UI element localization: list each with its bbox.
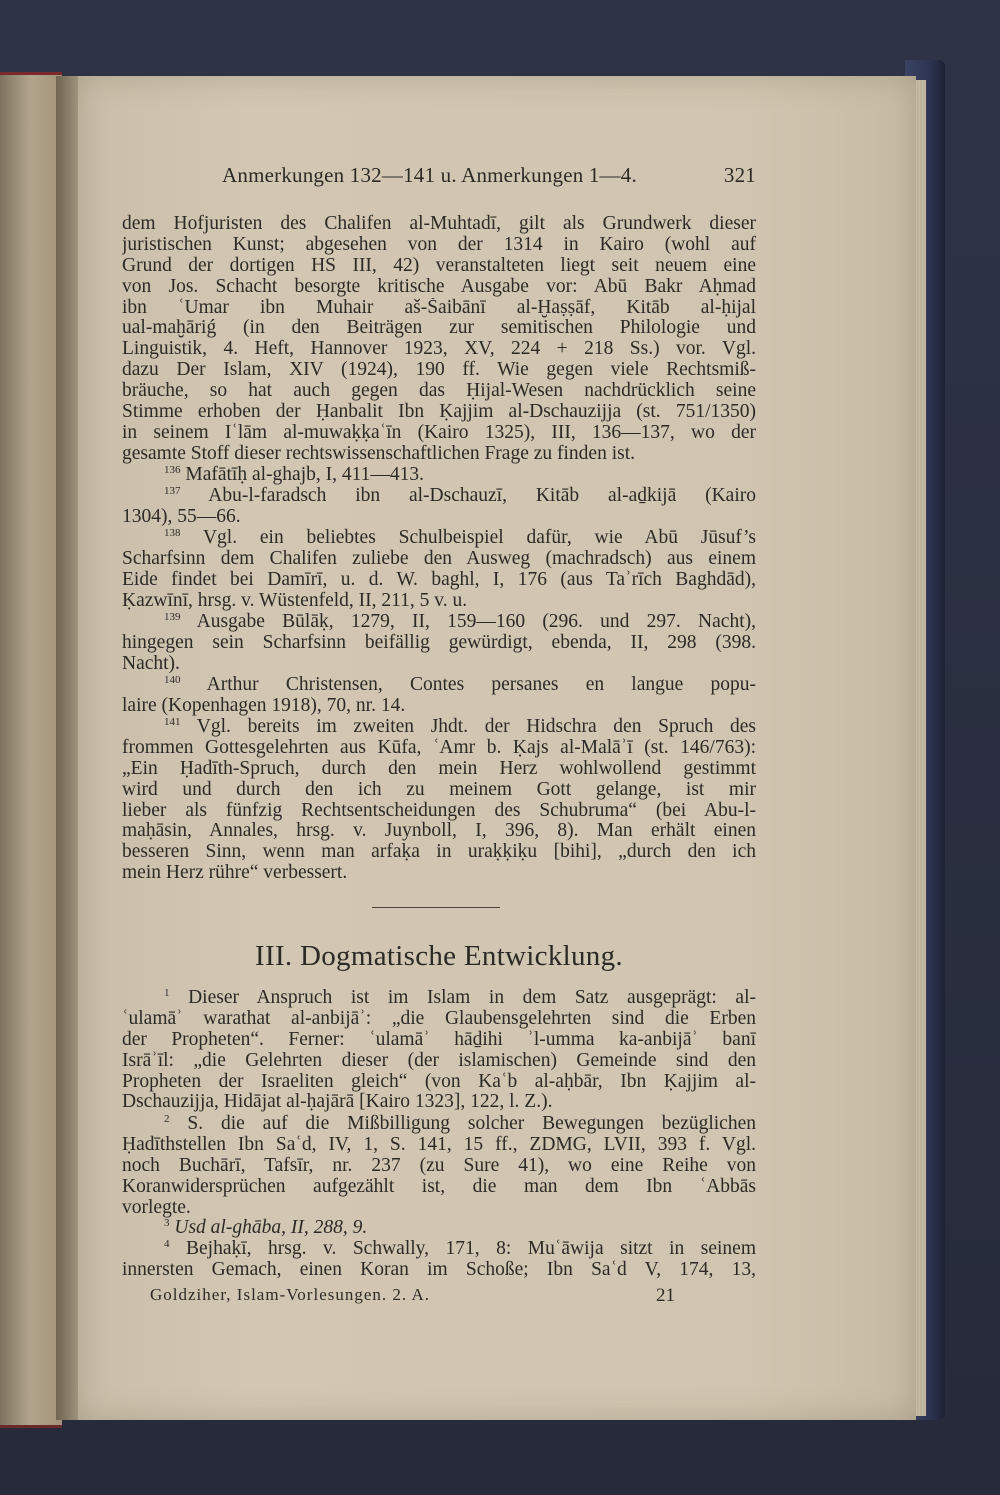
text-line: Stimme erhoben der Ḥanbalit Ibn Ḳajjim al-Dschauzijja (st. 751/1350) <box>122 402 756 423</box>
text-line: hingegen sein Scharfsinn beifällig gewürdigt, ebenda, II, 298 (398. <box>122 632 756 653</box>
text-line <box>122 717 756 738</box>
footnote-text: Arthur Christensen, Contes persanes en langue popu- <box>206 675 756 695</box>
text-line: gesamte Stoff dieser rechtswissenschaftlichen Frage zu finden ist. <box>122 443 635 464</box>
text-line <box>122 465 756 486</box>
text-line: „Ein Ḥadīth-Spruch, durch den mein Herz wohlwollend gestimmt <box>122 758 756 779</box>
footnote-number: 136 <box>164 465 181 476</box>
facing-page-edge <box>0 72 62 1428</box>
footnote-text: Vgl. bereits im zweiten Jhdt. der Hidschra den Spruch des <box>196 717 756 737</box>
text-line <box>122 1114 756 1135</box>
footnote-number: 2 <box>164 1114 170 1125</box>
text-line <box>122 486 756 507</box>
footnote-number: 3 <box>164 1218 170 1229</box>
text-line: wird und durch den ich zu meinem Gott gelange, ist mir <box>122 779 756 800</box>
text-line: Propheten der Israeliten gleich“ (von Kaʿb al-aḥbār, Ibn Ḳajjim al- <box>122 1071 756 1092</box>
text-line: noch Buchārī, Tafsīr, nr. 237 (zu Sure 41), wo eine Reihe von <box>122 1155 756 1176</box>
text-line: dem Hofjuristen des Chalifen al-Muhtadī, gilt als Grundwerk dieser <box>122 214 756 234</box>
text-line <box>122 528 756 549</box>
footnote-text: Bejhaḳī, hrsg. v. Schwally, 171, 8: Muʿāwija sitzt in seinem <box>186 1239 756 1259</box>
text-line <box>122 1239 756 1260</box>
text-line: ʿulamāʾ warathat al-anbijāʾ: „die Glaubensgelehrten sind die Erben <box>122 1008 756 1029</box>
text-line: bräuche, so hat auch gegen das Ḥijal-Wesen nachdrücklich seine <box>122 381 756 402</box>
text-line: ibn ʿUmar ibn Muhair aš-Šaibānī al-Ḫaṣṣāf, Kitāb al-ḥijal <box>122 297 756 318</box>
printer-signature: Goldziher, Islam-Vorlesungen. 2. A. <box>150 1285 430 1304</box>
page-footer <box>150 1285 675 1309</box>
footnote-number: 4 <box>164 1239 170 1250</box>
footnote-number: 140 <box>164 675 181 686</box>
text-line: innersten Gemach, einen Koran im Schoße; Ibn Saʿd V, 174, 13, <box>122 1259 756 1280</box>
text-line: dazu Der Islam, XIV (1924), 190 ff. Wie gegen viele Rechtsmiß- <box>122 360 756 381</box>
section-divider <box>372 907 500 908</box>
text-line: Eide findet bei Damīrī, u. d. W. baghl, I, 176 (aus Taʾrīch Baghdād), <box>122 569 756 590</box>
text-line: der Propheten“. Ferner: ʿulamāʾ hāḏihi ʾl-umma ka-anbijāʾ banī <box>122 1029 756 1050</box>
sheet-number: 21 <box>656 1285 675 1306</box>
footnote-text: Abu-l-faradsch ibn al-Dschauzī, Kitāb al-aḏkijā (Kairo <box>208 486 756 506</box>
footnote-text: Mafātīḥ al-ghajb, I, 411—413. <box>185 465 425 485</box>
text-line <box>122 988 756 1009</box>
text-line: Isrāʾīl: „die Gelehrten dieser (der islamischen) Gemeinde sind den <box>122 1050 756 1071</box>
running-title: Anmerkungen 132—141 u. Anmerkungen 1—4. <box>222 163 637 187</box>
text-line <box>122 1218 756 1239</box>
text-line: Dschauzijja, Hidājat al-ḥajārā [Kairo 1323], 122, l. Z.). <box>122 1092 553 1113</box>
footnote-2 <box>122 1114 756 1218</box>
footnote-138 <box>122 528 756 612</box>
section-heading: III. Dogmatische Entwicklung. <box>255 940 623 972</box>
footnote-140 <box>122 675 756 717</box>
text-line: laire (Kopenhagen 1918), 70, nr. 14. <box>122 695 406 716</box>
footnote-text: S. die auf die Mißbilligung solcher Bewegungen bezüglichen <box>187 1114 756 1134</box>
text-line: 1304), 55—66. <box>122 506 241 527</box>
footnote-number: 1 <box>164 988 170 999</box>
text-line: Grund der dortigen HS III, 42) veranstalteten liegt seit neuem eine <box>122 255 756 276</box>
footnote-text: Usd al-ghāba, II, 288, 9. <box>174 1218 368 1238</box>
footnote-1 <box>122 988 756 1113</box>
text-line: Nacht). <box>122 653 180 674</box>
text-line: Ḥadīthstellen Ibn Saʿd, IV, 1, S. 141, 15 ff., ZDMG, LVII, 393 f. Vgl. <box>122 1134 756 1155</box>
text-line <box>122 675 756 696</box>
footnote-text: Dieser Anspruch ist im Islam in dem Satz ausgeprägt: al- <box>188 988 756 1008</box>
running-header <box>222 163 756 193</box>
text-line: besseren Sinn, wenn man arfaḳa in uraḳḳiḳu [bihi], „durch den ich <box>122 842 756 863</box>
footnote-139 <box>122 612 756 675</box>
text-line: Ḳazwīnī, hrsg. v. Wüstenfeld, II, 211, 5 v. u. <box>122 590 468 611</box>
text-line: in seinem Iʿlām al-muwaḳḳaʿīn (Kairo 1325), III, 136—137, wo der <box>122 422 756 443</box>
footnote-3 <box>122 1218 756 1239</box>
text-line: von Jos. Schacht besorgte kritische Ausgabe vor: Abū Bakr Aḥmad <box>122 276 756 297</box>
footnote-141 <box>122 717 756 884</box>
footnote-number: 139 <box>164 612 181 623</box>
page-number: 321 <box>723 163 756 187</box>
text-line: frommen Gottesgelehrten aus Kūfa, ʿAmr b. Ḳajs al-Malāʾī (st. 146/763): <box>122 737 756 758</box>
text-line: maḥāsin, Annales, hrsg. v. Juynboll, I, 396, 8). Man erhält einen <box>122 821 756 842</box>
footnote-text: Vgl. ein beliebtes Schulbeispiel dafür, wie Abū Jūsuf’s <box>202 528 756 548</box>
text-line <box>122 612 756 633</box>
text-line: juristischen Kunst; abgesehen von der 1314 in Kairo (wohl auf <box>122 234 756 255</box>
footnote-number: 138 <box>164 528 181 539</box>
text-line: ual-maḫāriǵ (in den Beiträgen zur semitischen Philologie und <box>122 318 756 339</box>
text-line: mein Herz rühre“ verbessert. <box>122 863 348 884</box>
text-line: Scharfsinn dem Chalifen zuliebe den Ausweg (machradsch) aus einem <box>122 548 756 569</box>
text-line: Linguistik, 4. Heft, Hannover 1923, XV, 224 + 218 Ss.) vor. Vgl. <box>122 339 756 360</box>
text-line: lieber als fünfzig Rechtsentscheidungen des Schubruma“ (bei Abu-l- <box>122 800 756 821</box>
footnote-136 <box>122 465 756 486</box>
footnote-text: Ausgabe Būlāḳ, 1279, II, 159—160 (296. und 297. Nacht), <box>196 612 756 632</box>
text-line: Koranwidersprüchen aufgezählt ist, die man dem Ibn ʿAbbās <box>122 1176 756 1197</box>
footnote-number: 137 <box>164 486 181 497</box>
notes-top-continuation <box>122 214 756 465</box>
text-line: vorlegte. <box>122 1197 191 1218</box>
footnote-137 <box>122 486 756 528</box>
footnote-4 <box>122 1239 756 1281</box>
footnote-number: 141 <box>164 717 181 728</box>
